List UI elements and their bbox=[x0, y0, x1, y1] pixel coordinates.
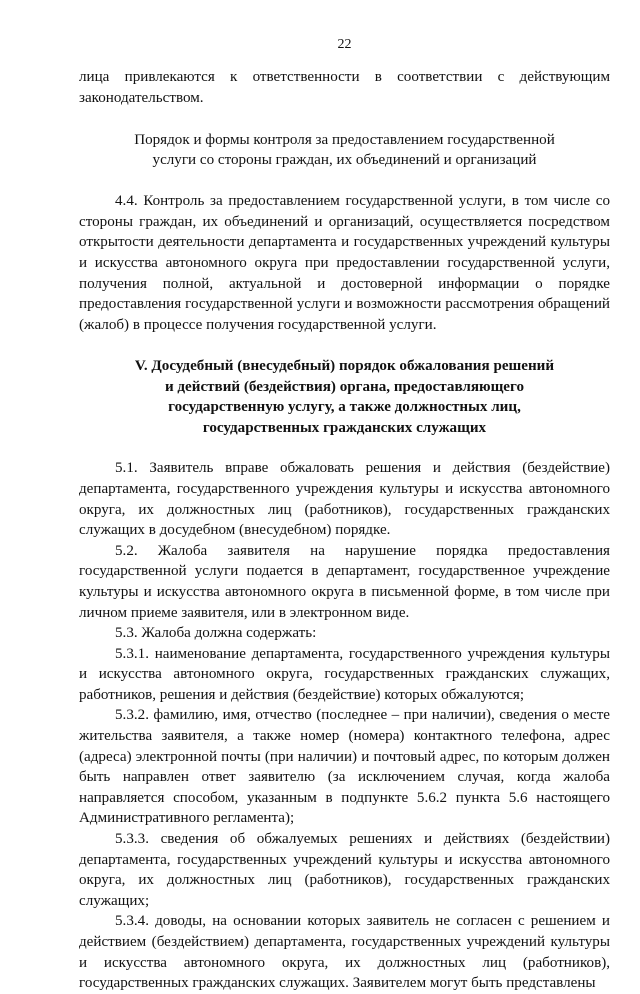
paragraph-5-3-2: 5.3.2. фамилию, имя, отчество (последнее – при наличии), сведения о месте жительства заявителя, а также номер (номера) контактного телефона, адрес (адреса) электронной почты (при наличии) и почтовый адрес, по которым должен быть направлен ответ заявителю (за исключением случая, когда жалоба направляется способом, указанным в подпункте 5.6.2 пункта 5.6 настоящего Административного регламента); bbox=[79, 707, 610, 827]
paragraph-5-1: 5.1. Заявитель вправе обжаловать решения и действия (бездействие) департамента, государственного учреждения культуры и искусства автономного округа, их должностных лиц (работников), государственных гражданских служащих в досудебном (внесудебном) порядке. bbox=[79, 460, 610, 539]
section-heading-line: государственных гражданских служащих bbox=[202, 419, 487, 436]
intro-paragraph: лица привлекаются к ответственности в соответствии с действующим законодательством. bbox=[79, 69, 610, 106]
section-heading-line: государственную услугу, а также должностных лиц, bbox=[168, 399, 521, 416]
page-number: 22 bbox=[337, 37, 352, 52]
subsection-heading-line: услуги со стороны граждан, их объединений и организаций bbox=[152, 152, 537, 169]
paragraph-5-3: 5.3. Жалоба должна содержать: bbox=[115, 625, 317, 642]
paragraph-5-3-4: 5.3.4. доводы, на основании которых заявитель не согласен с решением и действием (бездействием) департамента, государственных учреждений культуры и искусства автономного округа, их должностных лиц (работников), государственных гражданских служащих. Заявителем могут быть представлены bbox=[79, 913, 610, 992]
subsection-heading bbox=[79, 130, 610, 170]
section-heading bbox=[79, 356, 610, 438]
paragraph-5-2: 5.2. Жалоба заявителя на нарушение порядка предоставления государственной услуги подается в департамент, государственное учреждение культуры и искусства автономного округа в письменной форме, в том числе при личном приеме заявителя, или в электронном виде. bbox=[79, 542, 610, 621]
subsection-heading-line: Порядок и формы контроля за предоставлением государственной bbox=[134, 132, 555, 149]
paragraph-4-4: 4.4. Контроль за предоставлением государственной услуги, в том числе со стороны граждан, их объединений и организаций, осуществляется посредством открытости деятельности департамента и государственных учреждений культуры и искусства автономного округа при предоставлении государственной услуги, получения полной, актуальной и достоверной информации о порядке предоставления государственной услуги и возможности рассмотрения обращений (жалоб) в процессе получения государственной услуги. bbox=[79, 193, 610, 333]
section-heading-line: и действий (бездействия) органа, предоставляющего bbox=[164, 378, 525, 395]
section-heading-line: V. Досудебный (внесудебный) порядок обжалования решений bbox=[134, 358, 555, 375]
paragraph-5-3-1: 5.3.1. наименование департамента, государственного учреждения культуры и искусства автономного округа, государственных гражданских служащих, работников, решения и действия (бездействие) которых обжалуются; bbox=[79, 645, 610, 703]
paragraph-5-3-3: 5.3.3. сведения об обжалуемых решениях и действиях (бездействии) департамента, государственных учреждений культуры и искусства автономного округа, их должностных лиц (работников), государственных гражданских служащих; bbox=[79, 831, 610, 909]
